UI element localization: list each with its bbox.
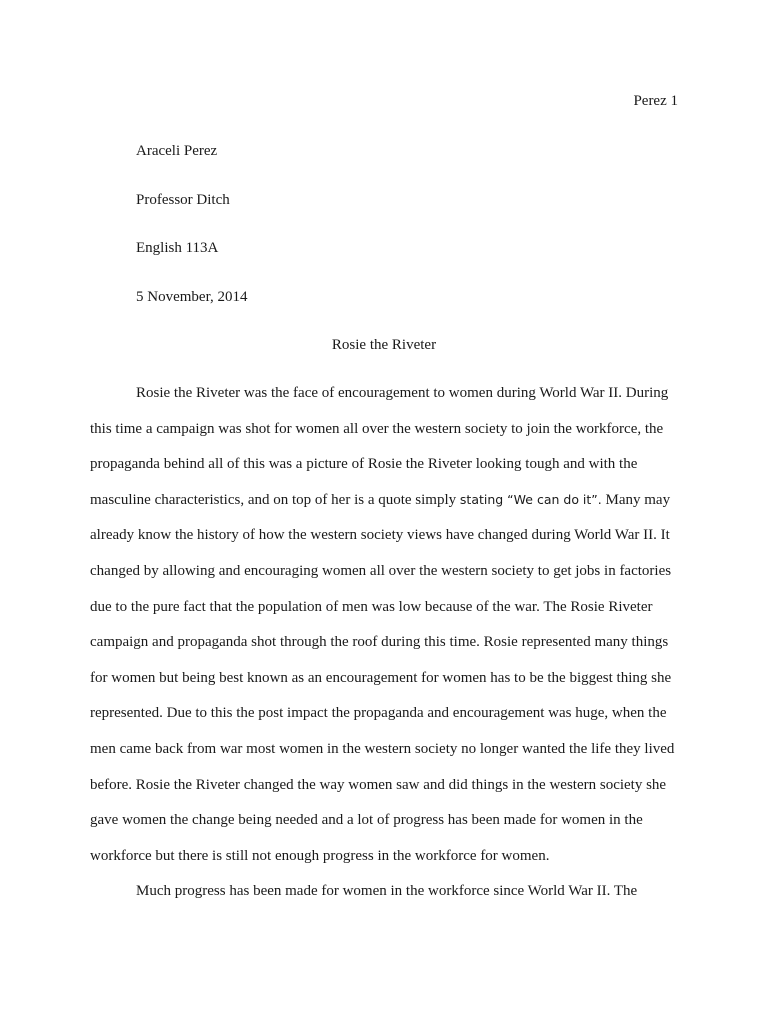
essay-body bbox=[90, 383, 690, 917]
paragraph-1 bbox=[90, 383, 690, 881]
paragraph-line: campaign and propaganda shot through the roof during this time. Rosie represented many things bbox=[90, 634, 669, 651]
paragraph-line: represented. Due to this the post impact the propaganda and encouragement was huge, when the bbox=[90, 705, 667, 722]
paragraph-line: for women but being best known as an encouragement for women has to be the biggest thing she bbox=[90, 669, 672, 686]
paragraph-line: Much progress has been made for women in the workforce since World War II. The bbox=[136, 883, 638, 900]
student-name: Araceli Perez bbox=[136, 143, 218, 159]
line-text: Many may bbox=[601, 491, 671, 508]
paragraph-line: Rosie the Riveter was the face of encouragement to women during World War II. During bbox=[136, 385, 669, 401]
line-text: masculine characteristics, and on top of her is a quote simply bbox=[90, 491, 457, 508]
professor-name: Professor Ditch bbox=[136, 191, 230, 208]
paragraph-2 bbox=[90, 881, 690, 917]
paragraph-line: this time a campaign was shot for women all over the western society to join the workforce, the bbox=[90, 420, 664, 437]
course-name: English 113A bbox=[136, 240, 219, 256]
submission-date: 5 November, 2014 bbox=[136, 288, 248, 305]
paragraph-line: before. Rosie the Riveter changed the way women saw and did things in the western society she bbox=[90, 776, 667, 793]
paragraph-line: men came back from war most women in the western society no longer wanted the life they lived bbox=[90, 740, 675, 757]
quote-text: stating “We can do it”. bbox=[459, 491, 602, 507]
running-head: Perez 1 bbox=[633, 93, 678, 109]
paragraph-line: already know the history of how the western society views have changed during World War II. It bbox=[90, 527, 670, 544]
essay-title: Rosie the Riveter bbox=[331, 337, 437, 353]
paragraph-line: propaganda behind all of this was a picture of Rosie the Riveter looking tough and with the bbox=[90, 456, 638, 473]
paragraph-line: workforce but there is still not enough progress in the workforce for women. bbox=[90, 847, 550, 864]
paragraph-line: gave women the change being needed and a lot of progress has been made for women in the bbox=[90, 812, 643, 829]
paragraph-line: changed by allowing and encouraging women all over the western society to get jobs in factories bbox=[90, 562, 672, 579]
paragraph-line: due to the pure fact that the population of men was low because of the war. The Rosie Riveter bbox=[90, 598, 653, 615]
paragraph-line-with-quote bbox=[90, 490, 690, 526]
mla-heading bbox=[136, 141, 696, 335]
